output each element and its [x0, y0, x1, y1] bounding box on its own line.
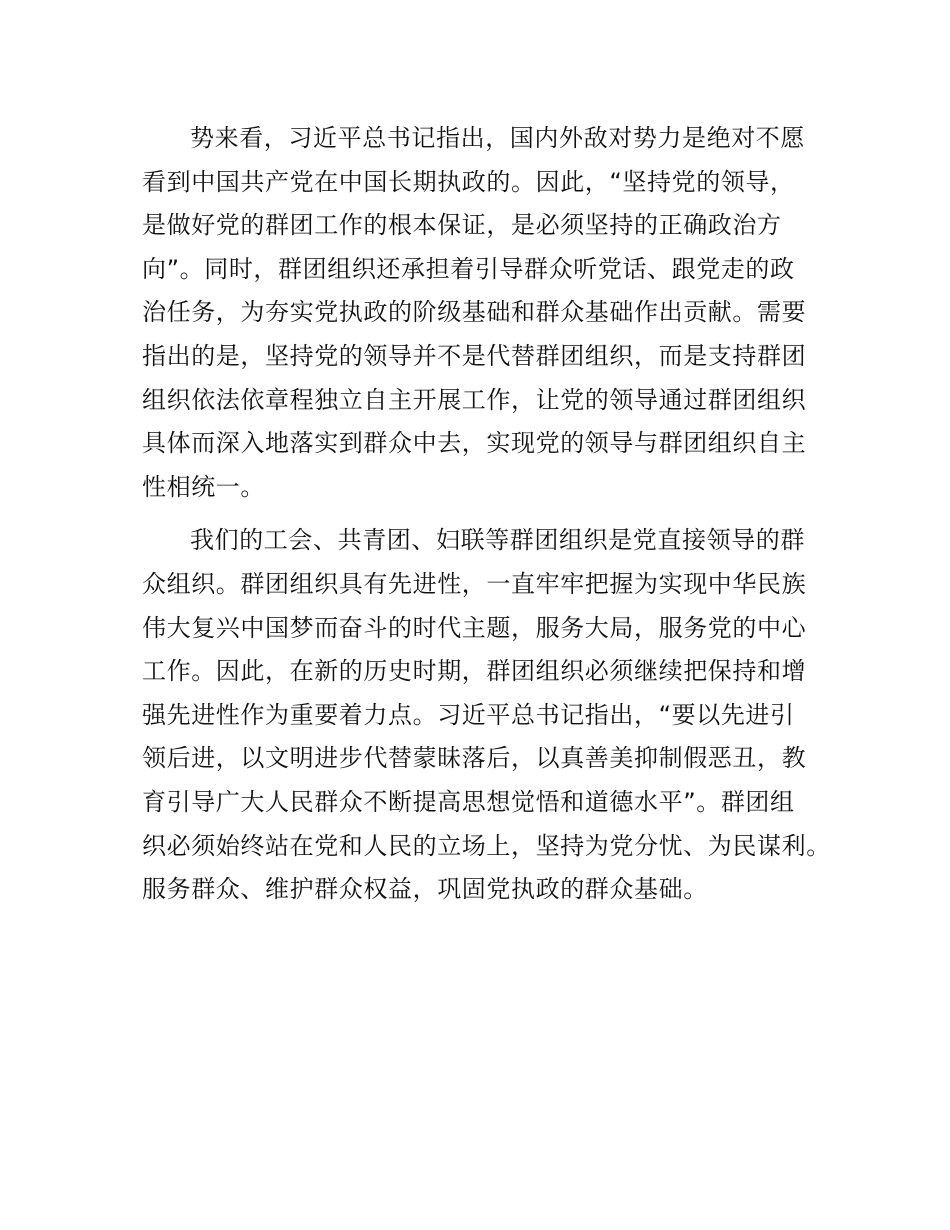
text-line: 服务群众、维护群众权益，巩固党执政的群众基础。 — [142, 875, 708, 904]
text-line: 性相统一。 — [142, 472, 265, 501]
text-line: 伟大复兴中国梦而奋斗的时代主题，服务大局，服务党的中心 — [142, 613, 807, 642]
document-body — [142, 117, 831, 912]
text-line: 众组织。群团组织具有先进性，一直牢牢把握为实现中华民族 — [142, 569, 807, 598]
text-line: 看到中国共产党在中国长期执政的。因此，“坚持党的领导， — [142, 167, 795, 196]
text-line: 我们的工会、共青团、妇联等群团组织是党直接领导的群 — [190, 526, 805, 555]
text-line: 指出的是，坚持党的领导并不是代替群团组织，而是支持群团 — [142, 341, 807, 370]
paragraph-spacer — [142, 509, 822, 519]
text-line: 领后进，以文明进步代替蒙昧落后，以真善美抑制假恶丑，教 — [142, 744, 807, 773]
text-line: 育引导广大人民群众不断提高思想觉悟和道德水平”。群团组 — [142, 787, 795, 816]
paragraph-2 — [142, 519, 831, 911]
paragraph-1 — [142, 117, 822, 509]
text-line: 织必须始终站在党和人民的立场上，坚持为党分忧、为民谋利。 — [142, 831, 831, 860]
text-line: 向”。同时，群团组织还承担着引导群众听党话、跟党走的政 — [142, 254, 795, 283]
text-line: 是做好党的群团工作的根本保证，是必须坚持的正确政治方 — [142, 211, 782, 240]
text-line: 组织依法依章程独立自主开展工作，让党的领导通过群团组织 — [142, 385, 807, 414]
text-line: 工作。因此，在新的历史时期，群团组织必须继续把保持和增 — [142, 657, 807, 686]
text-line: 势来看，习近平总书记指出，国内外敌对势力是绝对不愿 — [190, 124, 805, 152]
text-line: 强先进性作为重要着力点。习近平总书记指出，“要以先进引 — [142, 700, 795, 729]
text-line: 具体而深入地落实到群众中去，实现党的领导与群团组织自主 — [142, 429, 807, 458]
text-line: 治任务，为夯实党执政的阶级基础和群众基础作出贡献。需要 — [142, 298, 807, 327]
